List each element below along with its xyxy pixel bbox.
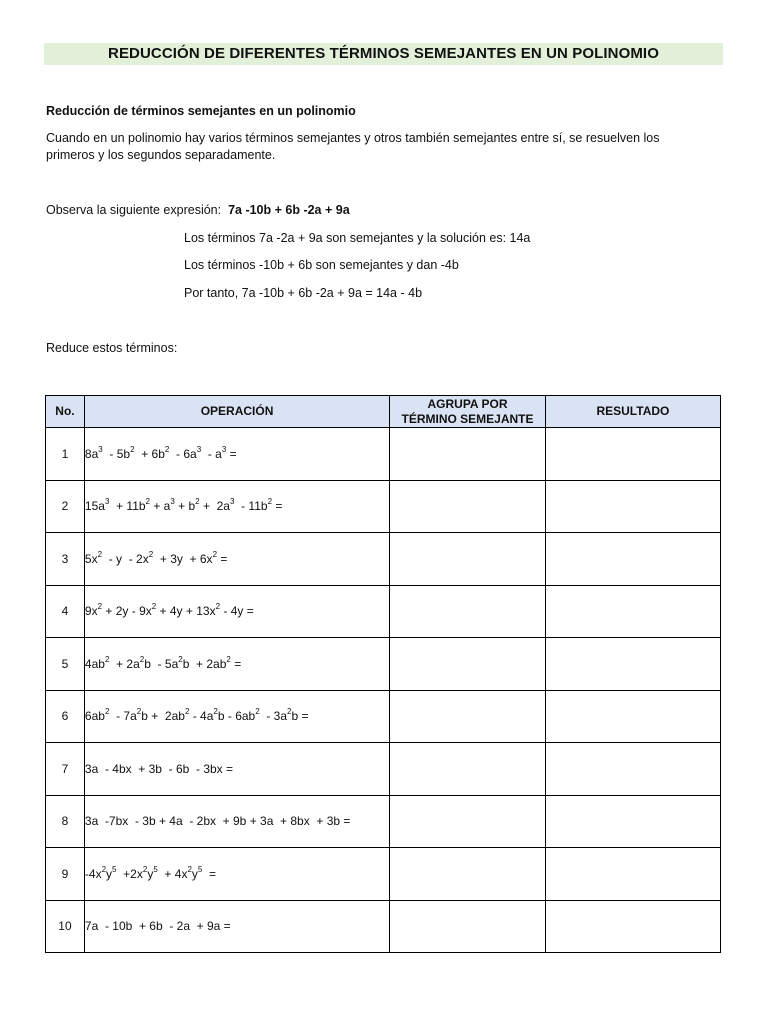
group-answer-cell[interactable] [390, 585, 546, 638]
section-heading: Reducción de términos semejantes en un polinomio [46, 104, 356, 118]
intro-paragraph: Cuando en un polinomio hay varios términos semejantes y otros también semejantes entre sí, se resuelven los primeros y los segundos separadamente. [46, 131, 660, 162]
operation-expression: 3a - 4bx + 3b - 6b - 3bx = [84, 761, 234, 776]
operation-cell [84, 795, 389, 848]
result-answer-cell[interactable] [545, 428, 720, 481]
table-row [46, 848, 721, 901]
example-conclusion: Por tanto, 7a -10b + 6b -2a + 9a = 14a - 4b [184, 286, 423, 300]
group-answer-cell[interactable] [390, 638, 546, 691]
operation-expression: 7a - 10b + 6b - 2a + 9a = [84, 919, 231, 934]
operation-cell [84, 743, 389, 796]
result-answer-cell[interactable] [545, 585, 720, 638]
header-result: RESULTADO [545, 396, 720, 428]
operation-expression: $-4x^2y^5 +2x^2y^5 + 4x^2y^5$ = [84, 864, 217, 881]
example-explanation-1: Los términos 7a -2a + 9a son semejantes y la solución es: 14a [184, 231, 531, 245]
header-operation: OPERACIÓN [84, 396, 389, 428]
group-answer-cell[interactable] [390, 690, 546, 743]
operation-cell [84, 848, 389, 901]
result-answer-cell[interactable] [545, 480, 720, 533]
table-row [46, 690, 721, 743]
operation-cell [84, 638, 389, 691]
result-answer-cell[interactable] [545, 743, 720, 796]
example-lead: Observa la siguiente expresión: [46, 203, 222, 217]
row-number: 10 [46, 900, 85, 953]
operation-expression: $6ab^2 - 7a^2b + 2ab^2 - 4a^2b - 6ab^2 - 3a^2b$ = [84, 707, 309, 724]
result-answer-cell[interactable] [545, 533, 720, 586]
result-answer-cell[interactable] [545, 690, 720, 743]
group-answer-cell[interactable] [390, 533, 546, 586]
operation-expression: 3a -7bx - 3b + 4a - 2bx + 9b + 3a + 8bx + 3b = [84, 814, 351, 829]
group-answer-cell[interactable] [390, 900, 546, 953]
operation-cell [84, 585, 389, 638]
row-number: 9 [46, 848, 85, 901]
table-row [46, 585, 721, 638]
table-row [46, 638, 721, 691]
operation-cell [84, 480, 389, 533]
row-number: 5 [46, 638, 85, 691]
row-number: 7 [46, 743, 85, 796]
group-answer-cell[interactable] [390, 480, 546, 533]
header-group-line2: TÉRMINO SEMEJANTE [401, 411, 534, 426]
operation-cell [84, 690, 389, 743]
row-number: 8 [46, 795, 85, 848]
group-answer-cell[interactable] [390, 743, 546, 796]
result-answer-cell[interactable] [545, 638, 720, 691]
row-number: 2 [46, 480, 85, 533]
example-explanation-2: Los términos -10b + 6b son semejantes y dan -4b [184, 258, 459, 272]
exercise-table [45, 395, 721, 953]
table-row [46, 428, 721, 481]
example-line [46, 202, 350, 219]
table-row [46, 795, 721, 848]
row-number: 6 [46, 690, 85, 743]
row-number: 3 [46, 533, 85, 586]
table-row [46, 480, 721, 533]
page-title: REDUCCIÓN DE DIFERENTES TÉRMINOS SEMEJANTES EN UN POLINOMIO [44, 43, 723, 65]
header-group [390, 396, 546, 428]
header-no: No. [46, 396, 85, 428]
operation-expression: $4ab^2 + 2a^2b - 5a^2b + 2ab^2$ = [84, 654, 242, 671]
example-expression: 7a -10b + 6b -2a + 9a [228, 203, 350, 217]
operation-cell [84, 428, 389, 481]
operation-expression: $9x^2 + 2y - 9x^2 + 4y + 13x^2 - 4y$ = [84, 602, 254, 619]
group-answer-cell[interactable] [390, 848, 546, 901]
instruction: Reduce estos términos: [46, 341, 178, 355]
header-group-line1: AGRUPA POR [427, 396, 508, 411]
result-answer-cell[interactable] [545, 795, 720, 848]
group-answer-cell[interactable] [390, 428, 546, 481]
table-header-row [46, 396, 721, 428]
table-row [46, 533, 721, 586]
table-row [46, 743, 721, 796]
operation-expression: $8a^3 - 5b^2 + 6b^2 - 6a^3 - a^3$ = [84, 444, 237, 461]
table-row [46, 900, 721, 953]
result-answer-cell[interactable] [545, 900, 720, 953]
operation-cell [84, 900, 389, 953]
row-number: 4 [46, 585, 85, 638]
operation-cell [84, 533, 389, 586]
row-number: 1 [46, 428, 85, 481]
result-answer-cell[interactable] [545, 848, 720, 901]
operation-expression: $5x^2 - y - 2x^2 + 3y + 6x^2$ = [84, 549, 228, 566]
group-answer-cell[interactable] [390, 795, 546, 848]
operation-expression: $15a^3 + 11b^2 + a^3 + b^2 + 2a^3 - 11b^2$ = [84, 497, 283, 514]
